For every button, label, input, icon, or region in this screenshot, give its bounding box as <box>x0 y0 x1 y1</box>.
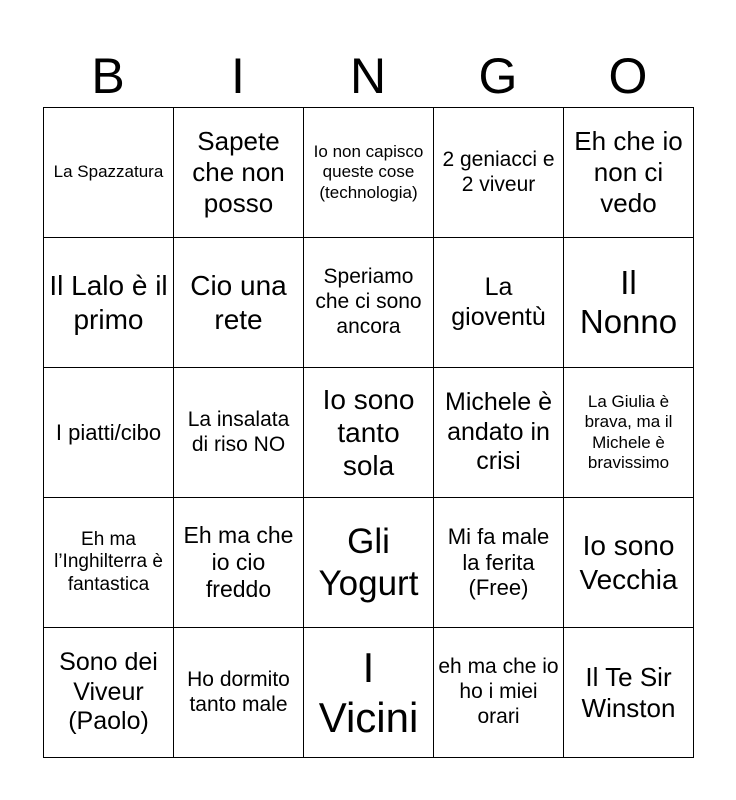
bingo-cell[interactable]: Ho dormito tanto male <box>174 628 304 758</box>
bingo-cell[interactable]: Il Te Sir Winston <box>564 628 694 758</box>
bingo-cell[interactable]: La Giulia è brava, ma il Michele è bravissimo <box>564 368 694 498</box>
bingo-card <box>43 107 694 758</box>
bingo-cell[interactable]: Io sono tanto sola <box>304 368 434 498</box>
bingo-cell[interactable]: Sapete che non posso <box>174 108 304 238</box>
bingo-cell[interactable]: La insalata di riso NO <box>174 368 304 498</box>
bingo-row <box>44 498 694 628</box>
bingo-cell[interactable]: Gli Yogurt <box>304 498 434 628</box>
bingo-cell[interactable]: La gioventù <box>434 238 564 368</box>
header-letter-n: N <box>349 48 387 104</box>
bingo-cell[interactable]: Cio una rete <box>174 238 304 368</box>
header-letter-g: G <box>478 48 518 104</box>
bingo-cell[interactable]: Eh ma l’Inghilterra è fantastica <box>44 498 174 628</box>
bingo-cell[interactable]: Sono dei Viveur (Paolo) <box>44 628 174 758</box>
header-letter-o: O <box>608 48 648 104</box>
bingo-row <box>44 628 694 758</box>
bingo-cell[interactable]: Il Nonno <box>564 238 694 368</box>
bingo-cell[interactable]: La Spazzatura <box>44 108 174 238</box>
bingo-row <box>44 108 694 238</box>
bingo-row <box>44 238 694 368</box>
bingo-cell[interactable]: Il Lalo è il primo <box>44 238 174 368</box>
bingo-cell[interactable]: Mi fa male la ferita (Free) <box>434 498 564 628</box>
header-letter-b: B <box>91 48 125 104</box>
bingo-cell[interactable]: Eh ma che io cio freddo <box>174 498 304 628</box>
bingo-row <box>44 368 694 498</box>
bingo-cell[interactable]: Io sono Vecchia <box>564 498 694 628</box>
bingo-cell[interactable]: Io non capisco queste cose (technologia) <box>304 108 434 238</box>
bingo-header <box>43 48 693 104</box>
bingo-cell[interactable]: eh ma che io ho i miei orari <box>434 628 564 758</box>
bingo-cell[interactable]: Eh che io non ci vedo <box>564 108 694 238</box>
bingo-cell[interactable]: 2 geniacci e 2 viveur <box>434 108 564 238</box>
header-letter-i: I <box>231 48 245 104</box>
bingo-cell[interactable]: I piatti/cibo <box>44 368 174 498</box>
bingo-cell[interactable]: Michele è andato in crisi <box>434 368 564 498</box>
bingo-cell[interactable]: Speriamo che ci sono ancora <box>304 238 434 368</box>
bingo-cell[interactable]: I Vicini <box>304 628 434 758</box>
